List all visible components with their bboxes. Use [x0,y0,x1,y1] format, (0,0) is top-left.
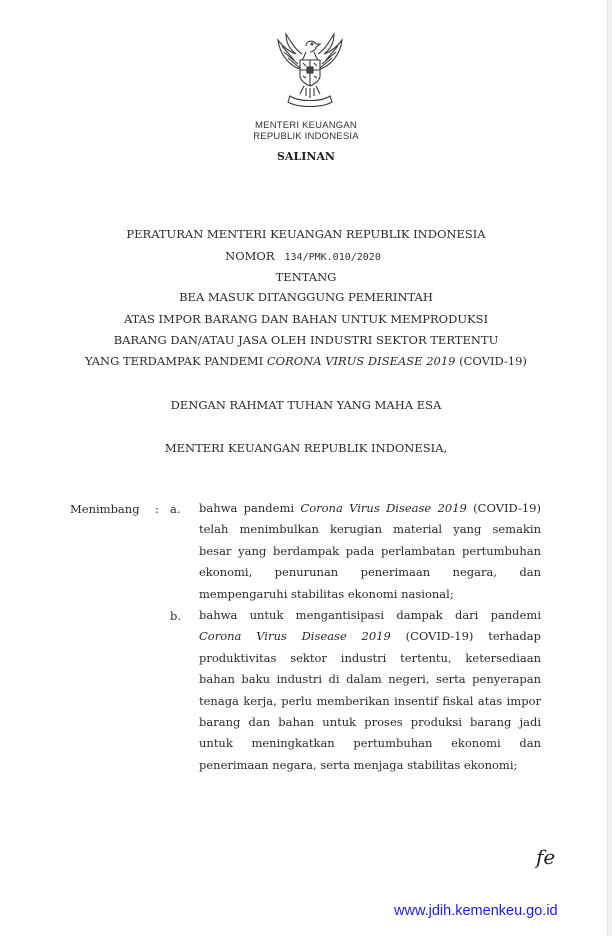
consideration-line [199,626,541,647]
consideration-item-a [199,498,541,605]
line-italic-text: Corona Virus Disease 2019 [199,629,391,644]
considerations-label: Menimbang [70,502,140,516]
line-text: telah menimbulkan kerugian material yang semakin [199,522,541,537]
line-text: bahan baku industri di dalam negeri, serta penyerapan [199,672,541,687]
line-text: bahwa pandemi [199,501,301,515]
consideration-line [199,498,541,519]
garuda-emblem-icon [272,30,348,114]
consideration-line [199,733,541,754]
nomor-label: NOMOR [225,249,275,263]
consideration-line [199,605,541,626]
initial-mark: fe [536,845,556,869]
copy-label: SALINAN [276,150,335,163]
regulation-title: PERATURAN MENTERI KEUANGAN REPUBLIK INDONESIA [126,227,486,241]
consideration-line [199,712,541,733]
preamble-line-2: MENTERI KEUANGAN REPUBLIK INDONESIA, [164,441,448,455]
consideration-line [199,541,541,562]
line-text: mempengaruhi stabilitas ekonomi nasional; [199,586,454,601]
subject-line-4-prefix: YANG TERDAMPAK PANDEMI [85,354,267,368]
consideration-line [199,648,541,669]
line-text: (COVID-19) terhadap [390,629,541,644]
nomor-value: 134/PMK.010/2020 [284,252,381,263]
item-a-marker: a. [170,502,181,516]
regulation-number [0,249,609,263]
subject-line-4-suffix: (COVID-19) [455,354,527,368]
considerations-colon: : [155,502,159,516]
line-text: ekonomi, penurunan penerimaan negara, dan [199,565,541,580]
tentang-label: TENTANG [275,270,337,284]
ministry-name-line2: REPUBLIK INDONESIA [253,131,359,142]
ministry-name-line1: MENTERI KEUANGAN [255,120,357,131]
consideration-line [199,584,541,605]
line-text: besar yang berdampak pada perlambatan pertumbuhan [199,543,541,558]
subject-line-1: BEA MASUK DITANGGUNG PEMERINTAH [179,290,433,304]
subject-line-3: BARANG DAN/ATAU JASA OLEH INDUSTRI SEKTOR TERTENTU [113,333,499,347]
consideration-line [199,562,541,583]
line-text: produktivitas sektor industri tertentu, ketersediaan [199,650,541,665]
item-b-marker: b. [170,609,182,623]
line-text: tenaga kerja, perlu memberikan insentif fiskal atas impor [199,693,541,708]
consideration-item-b [199,605,541,776]
line-text: untuk meningkatkan pertumbuhan ekonomi dan [199,736,541,751]
consideration-line [199,519,541,540]
subject-line-2: ATAS IMPOR BARANG DAN BAHAN UNTUK MEMPRODUKSI [123,312,489,326]
line-text: barang dan bahan untuk proses produksi barang jadi [199,715,541,730]
website-link[interactable]: www.jdih.kemenkeu.go.id [394,903,558,919]
line-text: penerimaan negara, serta menjaga stabilitas ekonomi; [199,757,518,772]
line-text: (COVID-19) [466,501,541,515]
consideration-line [199,669,541,690]
subject-line-4 [0,354,612,368]
consideration-line [199,755,541,776]
consideration-line [199,691,541,712]
preamble-line-1: DENGAN RAHMAT TUHAN YANG MAHA ESA [170,398,442,412]
line-italic-text: Corona Virus Disease 2019 [300,501,467,515]
subject-line-4-italic: CORONA VIRUS DISEASE 2019 [266,354,456,368]
line-text: bahwa untuk mengantisipasi dampak dari pandemi [199,608,541,622]
